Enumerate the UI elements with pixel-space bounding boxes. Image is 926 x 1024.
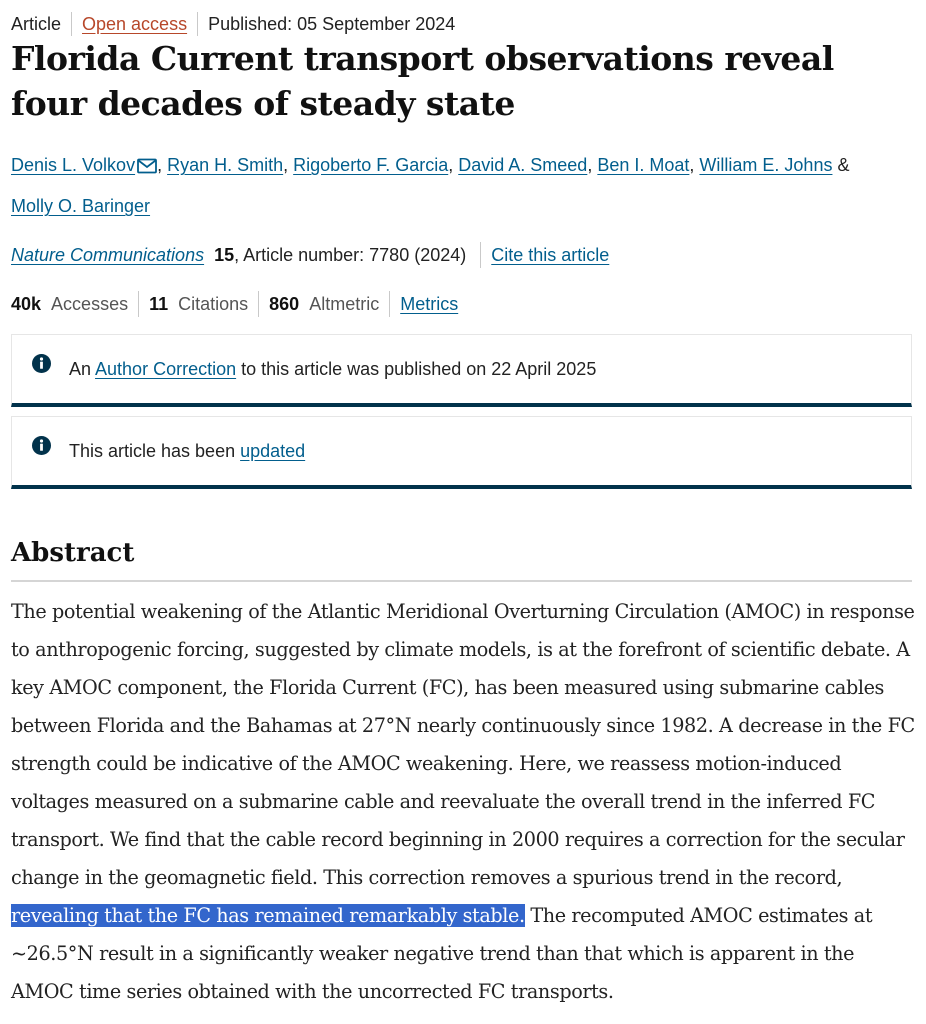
abstract-text [11, 593, 916, 1011]
volume: 15 [214, 244, 235, 265]
abstract-heading: Abstract [11, 538, 135, 568]
mail-icon[interactable] [137, 149, 157, 187]
author-separator: , [283, 155, 294, 175]
author-link[interactable]: David A. Smeed [458, 155, 588, 175]
abstract-body: The potential weakening of the Atlantic Meridional Overturning Circulation (AMOC) in response to anthropogenic forcing, suggested by climate models, is at the forefront of scientific debate. A key AMOC component, the Florida Current (FC), has been measured using submarine cables between Florida and the Bahamas at 27°N nearly continuously since 1982. A decrease in the FC strength could be indicative of the AMOC weakening. Here, we reassess motion-induced voltages measured on a submarine cable and reevaluate the overall trend in the inferred FC transport. We find that the cable record beginning in 2000 requires a correction for the secular change in the geomagnetic field. This correction removes a spurious trend in the record, [11, 600, 915, 889]
notice-prefix: An [69, 359, 96, 379]
notice-suffix: to this article was published on 22 April 2025 [236, 359, 597, 379]
notice-text [69, 441, 305, 462]
cite-this-article-link[interactable]: Cite this article [491, 244, 610, 265]
divider [258, 291, 259, 317]
open-access-badge[interactable]: Open access [82, 13, 188, 34]
article-updated-notice [11, 416, 912, 489]
divider [480, 242, 481, 268]
author-separator: & [832, 155, 855, 175]
author-separator: , [448, 155, 459, 175]
selected-text: revealing that the FC has remained remarkably stable. [11, 904, 525, 927]
divider [11, 580, 912, 582]
author-list [11, 146, 911, 225]
altmetric-label: Altmetric [309, 293, 380, 314]
metrics-link[interactable]: Metrics [400, 293, 459, 314]
citation-row [11, 241, 609, 269]
author-separator: , [157, 155, 168, 175]
author-link[interactable]: Ryan H. Smith [167, 155, 284, 175]
divider [71, 12, 72, 36]
citations-label: Citations [178, 293, 249, 314]
metrics-row [11, 290, 458, 318]
abstract-body: The recomputed AMOC estimates at ~26.5°N result in a significantly weaker negative trend than that which is apparent in the AMOC time series obtained with the uncorrected FC transports. [11, 904, 873, 1003]
published-date: Published: 05 September 2024 [208, 13, 456, 34]
journal-link[interactable]: Nature Communications [11, 244, 205, 265]
divider [389, 291, 390, 317]
author-correction-link[interactable]: Author Correction [95, 359, 237, 379]
author-link[interactable]: Ben I. Moat [597, 155, 690, 175]
notice-text [69, 359, 596, 380]
article-meta [11, 12, 455, 36]
article-type: Article [11, 13, 62, 34]
accesses-count: 40k [11, 293, 42, 314]
article-number: , Article number: 7780 (2024) [234, 244, 467, 265]
author-correction-notice [11, 334, 912, 407]
altmetric-score: 860 [269, 293, 300, 314]
updated-link[interactable]: updated [240, 441, 306, 461]
info-icon [32, 436, 51, 460]
article-title: Florida Current transport observations reveal four decades of steady state [11, 39, 834, 123]
citations-count: 11 [149, 293, 169, 314]
author-separator: , [689, 155, 700, 175]
author-link[interactable]: Denis L. Volkov [11, 155, 136, 175]
divider [138, 291, 139, 317]
accesses-label: Accesses [51, 293, 129, 314]
author-link[interactable]: Molly O. Baringer [11, 196, 151, 216]
divider [197, 12, 198, 36]
author-link[interactable]: William E. Johns [699, 155, 833, 175]
info-icon [32, 354, 51, 378]
author-separator: , [587, 155, 598, 175]
notice-prefix: This article has been [69, 441, 241, 461]
author-link[interactable]: Rigoberto F. Garcia [293, 155, 449, 175]
